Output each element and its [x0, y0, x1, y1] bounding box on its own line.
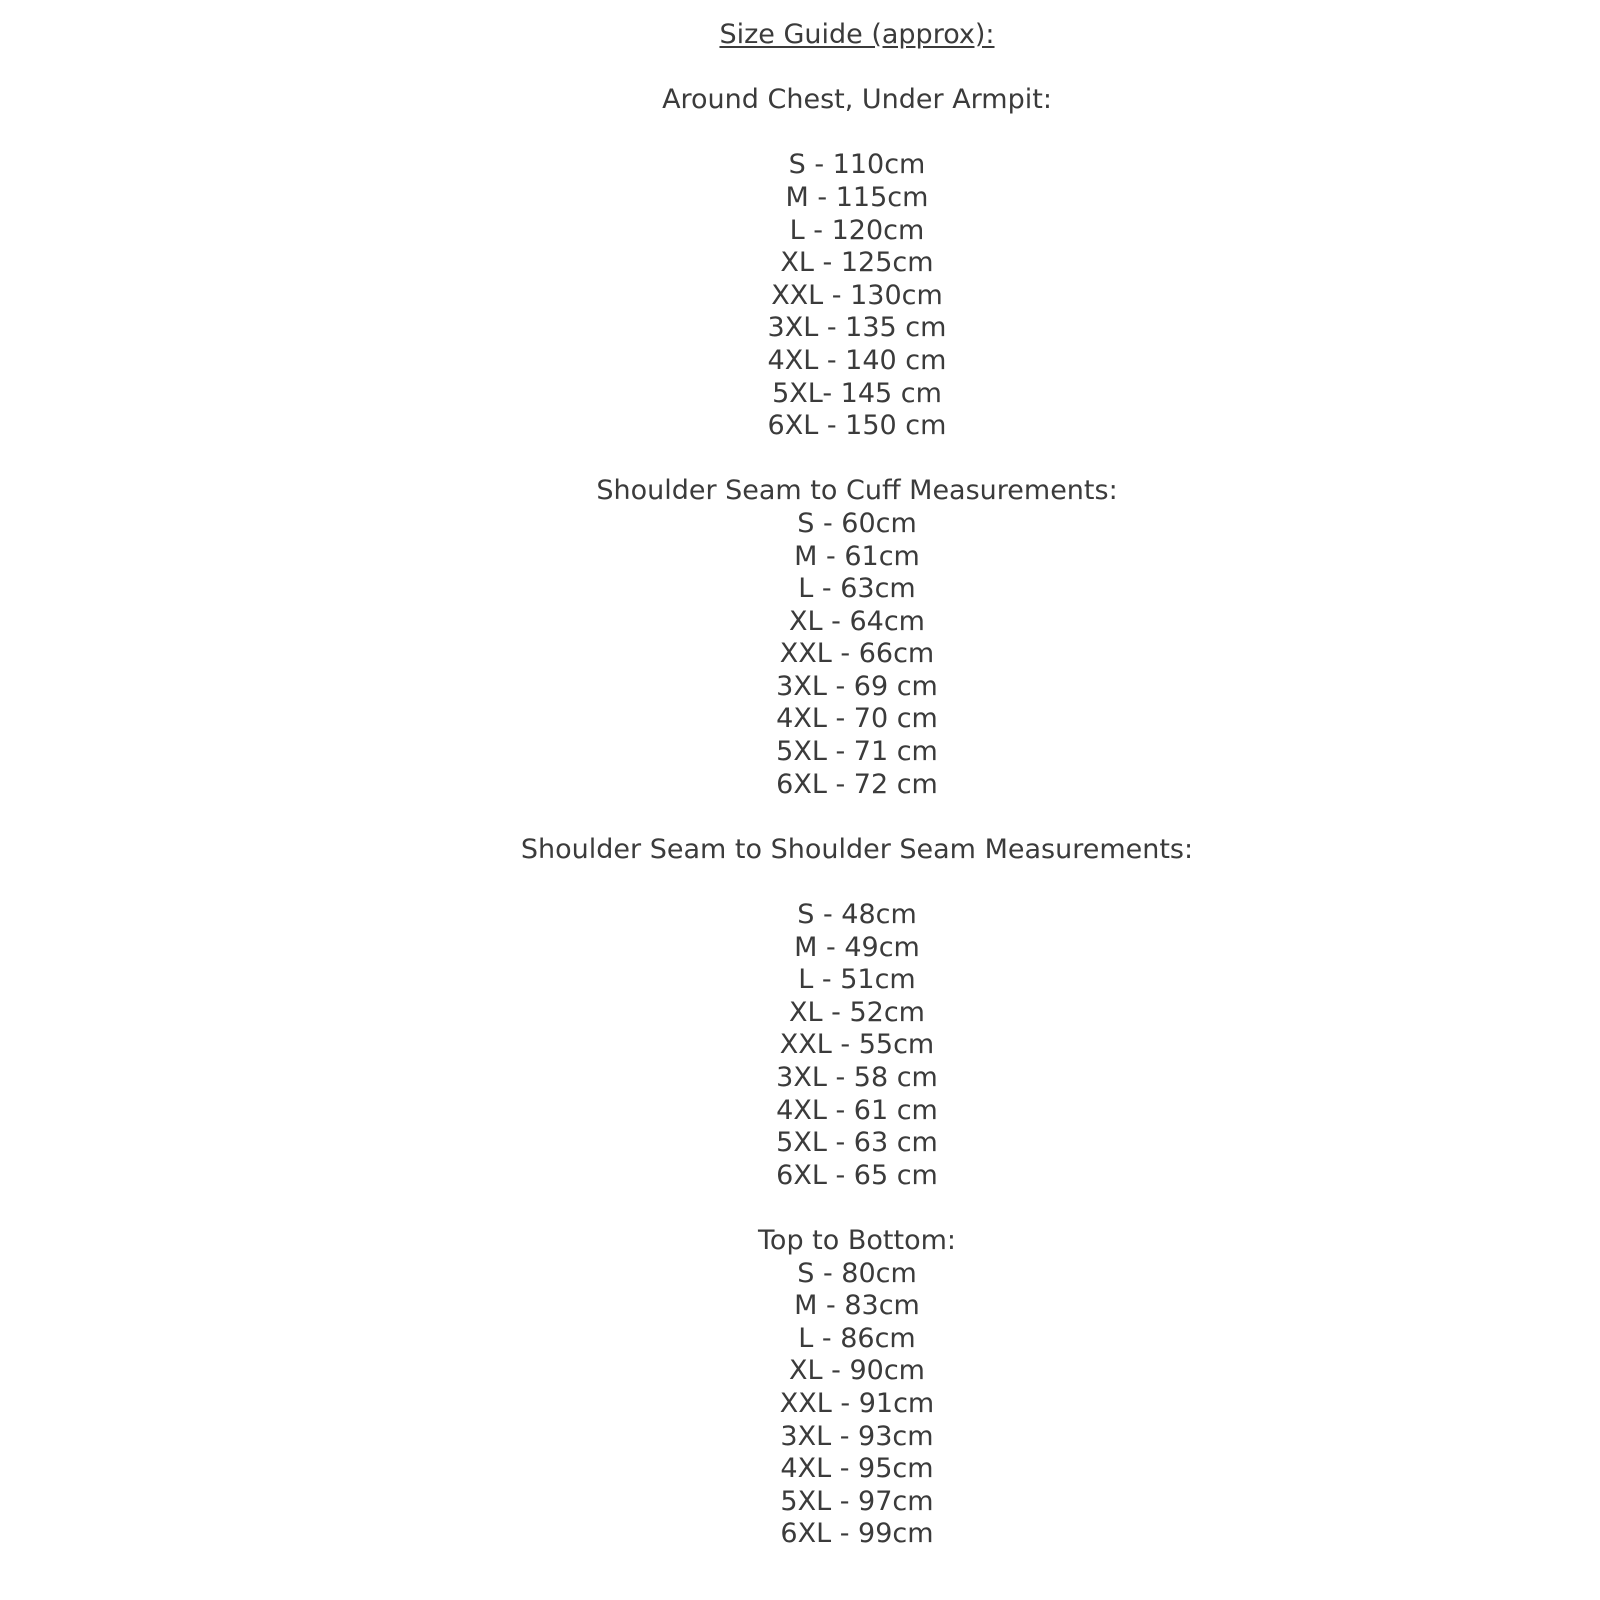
page-title [114, 19, 1600, 52]
size-row: M - 83cm [794, 1290, 920, 1322]
size-row: 4XL - 61 cm [776, 1094, 938, 1126]
size-row: 5XL - 97cm [780, 1485, 934, 1517]
size-row: 3XL - 135 cm [767, 312, 947, 344]
size-row: S - 110cm [788, 149, 926, 181]
section-heading-around-chest: Around Chest, Under Armpit: [662, 84, 1052, 116]
spacer-line [114, 117, 1600, 150]
page-title-text: Size Guide (approx): [719, 19, 995, 50]
size-row: M - 115cm [785, 181, 929, 213]
size-row: M - 49cm [794, 931, 920, 963]
size-row: 6XL - 65 cm [776, 1159, 938, 1191]
spacer-line [114, 866, 1600, 899]
size-row: 6XL - 99cm [780, 1518, 934, 1550]
size-row: 3XL - 58 cm [776, 1062, 938, 1093]
size-row: S - 80cm [797, 1257, 917, 1289]
size-row: XL - 90cm [789, 1355, 925, 1387]
size-row: 6XL - 150 cm [767, 410, 947, 442]
size-row: L - 120cm [789, 214, 925, 246]
size-row: 3XL - 93cm [780, 1420, 934, 1452]
section-heading-shoulder-to-cuff: Shoulder Seam to Cuff Measurements: [596, 475, 1118, 507]
size-row: M - 61cm [794, 540, 920, 572]
spacer-line [114, 443, 1600, 476]
size-row: XL - 64cm [789, 605, 925, 637]
size-row: 5XL - 71 cm [776, 736, 938, 768]
section-heading-top-to-bottom: Top to Bottom: [758, 1224, 956, 1256]
size-row: L - 51cm [798, 964, 916, 996]
size-row: XL - 125cm [780, 247, 934, 279]
size-row: S - 48cm [797, 899, 917, 931]
spacer-line [114, 801, 1600, 834]
size-row: S - 60cm [797, 507, 917, 539]
size-row: XXL - 66cm [779, 638, 935, 670]
size-row: 4XL - 95cm [780, 1453, 934, 1485]
size-row: L - 63cm [798, 573, 916, 605]
size-row: 4XL - 140 cm [767, 344, 947, 376]
size-row: XXL - 91cm [779, 1387, 935, 1419]
size-row: 5XL - 63 cm [776, 1127, 938, 1159]
size-row: 5XL- 145 cm [772, 377, 942, 409]
size-row: 3XL - 69 cm [776, 670, 938, 702]
size-row: L - 86cm [798, 1322, 916, 1354]
size-row: XXL - 55cm [779, 1029, 935, 1061]
size-row: 6XL - 72 cm [776, 768, 938, 800]
size-row: XL - 52cm [789, 996, 925, 1028]
section-heading-shoulder-to-shoulder: Shoulder Seam to Shoulder Seam Measurements: [520, 833, 1194, 865]
spacer-line [114, 1192, 1600, 1225]
size-row: 4XL - 70 cm [776, 703, 938, 735]
spacer-line [114, 52, 1600, 85]
size-row: XXL - 130cm [771, 279, 943, 311]
